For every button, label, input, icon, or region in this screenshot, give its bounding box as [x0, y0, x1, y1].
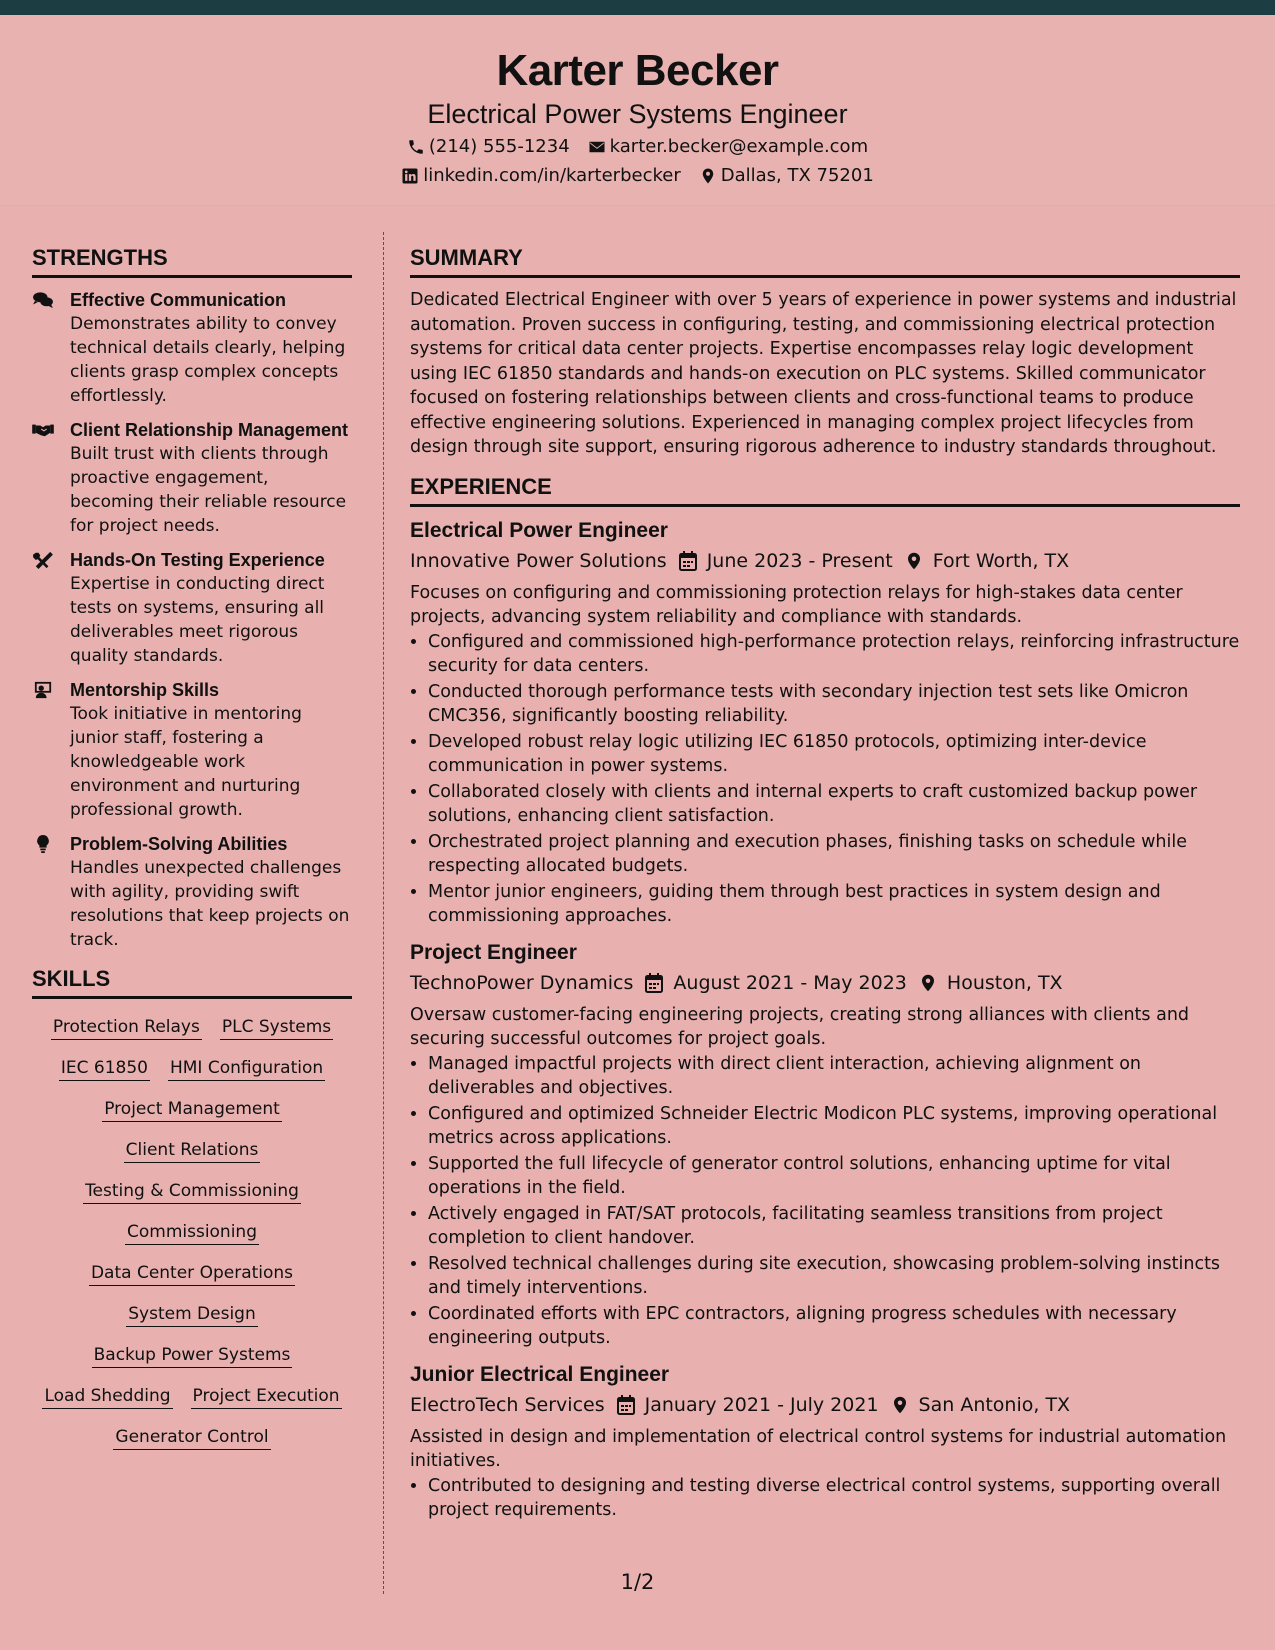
job-title: Project Engineer — [410, 940, 577, 964]
skill-tag: Load Shedding — [42, 1384, 172, 1409]
skill-tag: HMI Configuration — [168, 1056, 325, 1081]
job-bullets — [410, 1474, 1240, 1523]
contact-location — [699, 165, 874, 187]
bullet-item: • Developed robust relay logic utilizing IEC 61850 protocols, optimizing inter-device communication in power systems. — [428, 730, 1240, 779]
bullet-item: • Orchestrated project planning and execution phases, finishing tasks on schedule while respecting allocated budgets. — [428, 830, 1240, 879]
contact-linkedin[interactable] — [401, 165, 681, 187]
strength-item — [32, 418, 352, 538]
job-description: Oversaw customer-facing engineering projects, creating strong alliances with clients and securing successful outcomes for project goals. — [410, 1004, 1190, 1049]
strength-item — [32, 678, 352, 822]
left-column — [32, 245, 352, 1466]
job-title: Electrical Power Engineer — [410, 518, 668, 542]
strength-title: Client Relationship Management — [70, 420, 349, 440]
bullet-item: • Configured and optimized Schneider Electric Modicon PLC systems, improving operational metrics across applications. — [428, 1102, 1240, 1151]
summary-text: Dedicated Electrical Engineer with over 5 years of experience in power systems and industrial automation. Proven success in configuring, testing, and commissioning electrical protection systems for critical data center projects. Expertise encompasses relay logic development using IEC 61850 standards and hands-on execution on PLC systems. Skilled communicator focused on fostering relationships between clients and cross-functional teams to produce effective engineering solutions. Experienced in managing complex project lifecycles from design through site support, ensuring rigorous adherence to industry standards throughout. — [410, 290, 1237, 457]
skill-tag: Project Execution — [191, 1384, 342, 1409]
job-company: TechnoPower Dynamics — [410, 971, 634, 994]
tools-icon — [32, 551, 54, 569]
job-entry — [410, 939, 1240, 1351]
job-location: Fort Worth, TX — [932, 549, 1070, 572]
skill-tag: IEC 61850 — [59, 1056, 150, 1081]
skill-tag: Client Relations — [124, 1138, 261, 1163]
bullet-item: • Mentor junior engineers, guiding them through best practices in system design and commissioning approaches. — [428, 880, 1240, 929]
right-column — [410, 245, 1240, 1533]
job-company: ElectroTech Services — [410, 1393, 605, 1416]
job-location: Houston, TX — [946, 971, 1063, 994]
job-dates: June 2023 - Present — [706, 549, 893, 572]
job-dates: January 2021 - July 2021 — [644, 1393, 879, 1416]
map-marker-icon — [891, 1395, 909, 1415]
bullet-item: • Coordinated efforts with EPC contractors, aligning progress schedules with necessary engineering outputs. — [428, 1302, 1240, 1351]
skills-heading: SKILLS — [32, 966, 352, 999]
map-marker-icon — [919, 973, 937, 993]
bullet-item: • Managed impactful projects with direct client interaction, achieving alignment on deliverables and objectives. — [428, 1052, 1240, 1101]
job-location: San Antonio, TX — [918, 1393, 1071, 1416]
strengths-heading: STRENGTHS — [32, 245, 352, 278]
calendar-icon — [645, 973, 663, 993]
summary-heading: SUMMARY — [410, 245, 1240, 278]
bullet-item: • Collaborated closely with clients and internal experts to craft customized backup power solutions, enhancing client satisfaction. — [428, 780, 1240, 829]
job-meta — [410, 969, 1240, 997]
bullet-item: • Configured and commissioned high-performance protection relays, reinforcing infrastructure security for data centers. — [428, 630, 1240, 679]
location-text: Dallas, TX 75201 — [720, 165, 874, 186]
skill-tag: Commissioning — [125, 1220, 259, 1245]
contact-row-1 — [0, 136, 1275, 158]
job-company: Innovative Power Solutions — [410, 549, 667, 572]
calendar-icon — [617, 1395, 635, 1415]
strength-item — [32, 288, 352, 408]
job-dates: August 2021 - May 2023 — [673, 971, 907, 994]
comments-icon — [32, 291, 54, 309]
contact-email[interactable] — [588, 136, 868, 158]
job-title: Junior Electrical Engineer — [410, 1362, 670, 1386]
linkedin-text: linkedin.com/in/karterbecker — [423, 165, 681, 186]
job-meta — [410, 547, 1240, 575]
contact-phone[interactable] — [407, 136, 570, 158]
job-description: Assisted in design and implementation of electrical control systems for industrial automation initiatives. — [410, 1426, 1227, 1471]
handshake-icon — [32, 421, 54, 439]
skill-tag: Backup Power Systems — [92, 1343, 293, 1368]
strength-desc: Built trust with clients through proactive engagement, becoming their reliable resource for project needs. — [70, 444, 347, 536]
job-entry — [410, 517, 1240, 929]
teacher-icon — [32, 681, 54, 699]
map-marker-icon — [699, 167, 717, 185]
strength-desc: Took initiative in mentoring junior staff, fostering a knowledgeable work environment and nurturing professional growth. — [70, 704, 302, 820]
linkedin-icon — [401, 167, 419, 185]
bullet-item: • Resolved technical challenges during site execution, showcasing problem-solving instincts and timely interventions. — [428, 1252, 1240, 1301]
skill-tag: Data Center Operations — [89, 1261, 295, 1286]
bullet-item: • Conducted thorough performance tests with secondary injection test sets like Omicron CMC356, significantly boosting reliability. — [428, 680, 1240, 729]
strength-desc: Handles unexpected challenges with agility, providing swift resolutions that keep projects on track. — [70, 858, 350, 950]
page-number: 1/2 — [620, 1570, 655, 1594]
skills-list — [32, 1009, 352, 1450]
top-bar — [0, 0, 1275, 15]
strength-item — [32, 548, 352, 668]
strength-title: Mentorship Skills — [70, 680, 220, 700]
skill-tag: Project Management — [102, 1097, 282, 1122]
job-bullets — [410, 630, 1240, 929]
bullet-item: • Supported the full lifecycle of generator control solutions, enhancing uptime for vital operations in the field. — [428, 1152, 1240, 1201]
phone-icon — [407, 138, 425, 156]
calendar-icon — [679, 551, 697, 571]
experience-heading: EXPERIENCE — [410, 474, 1240, 507]
skill-tag: PLC Systems — [220, 1015, 333, 1040]
email-text: karter.becker@example.com — [609, 136, 869, 157]
map-marker-icon — [905, 551, 923, 571]
lightbulb-icon — [32, 835, 54, 853]
strength-item — [32, 832, 352, 952]
skill-tag: Generator Control — [113, 1425, 270, 1450]
bullet-item: • Actively engaged in FAT/SAT protocols, facilitating seamless transitions from project completion to client handover. — [428, 1202, 1240, 1251]
candidate-name: Karter Becker — [496, 46, 779, 95]
phone-text: (214) 555-1234 — [428, 136, 570, 157]
strength-title: Hands-On Testing Experience — [70, 550, 325, 570]
contact-row-2 — [0, 165, 1275, 187]
skill-tag: System Design — [126, 1302, 258, 1327]
strength-title: Effective Communication — [70, 290, 287, 310]
job-entry — [410, 1361, 1240, 1523]
envelope-icon — [588, 138, 606, 156]
job-meta — [410, 1391, 1240, 1419]
strength-desc: Expertise in conducting direct tests on systems, ensuring all deliverables meet rigorous quality standards. — [70, 574, 325, 666]
strength-desc: Demonstrates ability to convey technical details clearly, helping clients grasp complex concepts effortlessly. — [70, 314, 346, 406]
column-divider — [383, 232, 384, 1594]
skill-tag: Testing & Commissioning — [83, 1179, 301, 1204]
candidate-title: Electrical Power Systems Engineer — [427, 99, 848, 129]
resume-header — [0, 15, 1275, 206]
job-bullets — [410, 1052, 1240, 1351]
job-description: Focuses on configuring and commissioning protection relays for high-stakes data center projects, advancing system reliability and compliance with standards. — [410, 582, 1183, 627]
skill-tag: Protection Relays — [51, 1015, 202, 1040]
bullet-item: • Contributed to designing and testing diverse electrical control systems, supporting overall project requirements. — [428, 1474, 1240, 1523]
strength-title: Problem-Solving Abilities — [70, 834, 288, 854]
